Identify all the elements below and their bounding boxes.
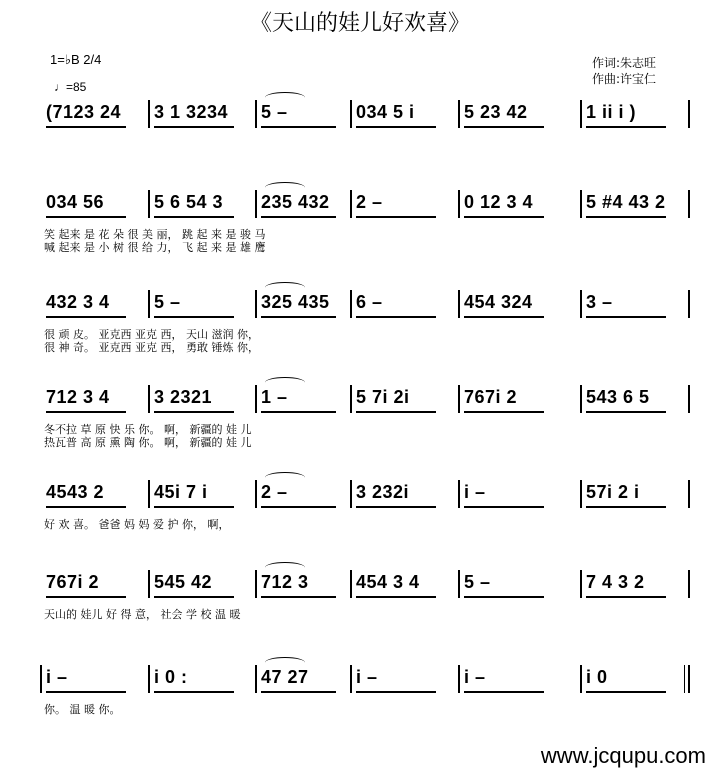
beam-line <box>154 126 234 128</box>
beam-line <box>154 691 234 693</box>
beam-line <box>586 506 666 508</box>
measure-notes: 767i 2 <box>46 572 100 592</box>
beam-line <box>154 506 234 508</box>
composer-credit: 作曲:许宝仁 <box>592 72 657 86</box>
beam-line <box>464 691 544 693</box>
measure-notes: 034 56 <box>46 192 105 212</box>
measure-notes: 3 – <box>586 292 613 312</box>
beam-line <box>46 506 126 508</box>
measure-notes: i – <box>464 667 486 687</box>
beam-line <box>46 596 126 598</box>
beam-line <box>154 596 234 598</box>
measure-notes: 5 – <box>464 572 491 592</box>
beam-line <box>464 126 544 128</box>
lyric-line: 喊 起来 是 小 树 很 给 力， 飞 起 来 是 雄 鹰 <box>44 241 266 254</box>
tempo-marking: ♩=85 <box>54 80 87 94</box>
barline <box>458 190 460 218</box>
measure-notes: 47 27 <box>261 667 309 687</box>
measure-notes: 5 – <box>261 102 288 122</box>
measure-notes: i – <box>46 667 68 687</box>
beam-line <box>586 126 666 128</box>
lyric-line: 很 神 奇。 亚克西 亚克 西， 勇敢 锤炼 你， <box>44 341 259 354</box>
slur <box>265 472 305 483</box>
barline <box>458 665 460 693</box>
score-system <box>0 190 720 290</box>
measure-notes: 0 12 3 4 <box>464 192 534 212</box>
beam-line <box>154 216 234 218</box>
slur <box>265 377 305 388</box>
beam-line <box>261 216 336 218</box>
measure-notes: 5 7i 2i <box>356 387 410 407</box>
beam-line <box>464 596 544 598</box>
barline <box>688 570 690 598</box>
barline <box>580 100 582 128</box>
measure-notes: 767i 2 <box>464 387 518 407</box>
beam-line <box>356 691 436 693</box>
lyric-line: 你。 温 暖 你。 <box>44 703 121 716</box>
beam-line <box>464 411 544 413</box>
slur <box>265 562 305 573</box>
beam-line <box>586 411 666 413</box>
barline <box>580 480 582 508</box>
measure-notes: 3 1 3234 <box>154 102 229 122</box>
beam-line <box>464 506 544 508</box>
lyric-line: 天山的 娃儿 好 得 意， 社会 学 校 温 暖 <box>44 608 241 621</box>
beam-line <box>261 596 336 598</box>
beam-line <box>46 126 126 128</box>
barline <box>255 480 257 508</box>
slur <box>265 657 305 668</box>
measure-notes: 712 3 <box>261 572 309 592</box>
measure-notes: 5 6 54 3 <box>154 192 224 212</box>
lyric-line: 好 欢 喜。 爸爸 妈 妈 爱 护 你， 啊， <box>44 518 230 531</box>
final-barline <box>684 665 685 693</box>
measure-notes: 2 – <box>356 192 383 212</box>
beam-line <box>46 691 126 693</box>
beam-line <box>261 126 336 128</box>
barline <box>350 385 352 413</box>
barline <box>688 290 690 318</box>
score-system <box>0 570 720 670</box>
measure-notes: 45i 7 i <box>154 482 208 502</box>
barline <box>350 480 352 508</box>
lyric-line: 很 顽 皮。 亚克西 亚克 西， 天山 滋润 你， <box>44 328 259 341</box>
key-signature: 1=♭B 2/4 <box>50 52 102 67</box>
barline <box>255 665 257 693</box>
measure-notes: 7 4 3 2 <box>586 572 645 592</box>
barline <box>350 570 352 598</box>
barline <box>255 385 257 413</box>
beam-line <box>586 691 666 693</box>
measure-notes: 3 2321 <box>154 387 213 407</box>
barline <box>458 480 460 508</box>
barline <box>580 290 582 318</box>
beam-line <box>586 596 666 598</box>
measure-notes: 454 3 4 <box>356 572 420 592</box>
song-title: 《天山的娃儿好欢喜》 <box>249 11 470 36</box>
measure-notes: 1 – <box>261 387 288 407</box>
measure-notes: 325 435 <box>261 292 330 312</box>
barline <box>580 665 582 693</box>
measure-notes: i 0 : <box>154 667 188 687</box>
barline <box>255 570 257 598</box>
measure-notes: 3 232i <box>356 482 410 502</box>
barline <box>458 385 460 413</box>
lyric-line: 热瓦普 高 原 熏 陶 你。 啊， 新疆的 娃 儿 <box>44 436 252 449</box>
slur <box>265 182 305 193</box>
beam-line <box>464 216 544 218</box>
barline <box>40 665 42 693</box>
measure-notes: 712 3 4 <box>46 387 110 407</box>
measure-notes: 5 23 42 <box>464 102 528 122</box>
barline <box>350 190 352 218</box>
beam-line <box>261 411 336 413</box>
lyric-line: 笑 起来 是 花 朵 很 美 丽， 跳 起 来 是 骏 马 <box>44 228 266 241</box>
measure-notes: 4543 2 <box>46 482 105 502</box>
barline <box>580 385 582 413</box>
barline <box>458 290 460 318</box>
measure-notes: 5 – <box>154 292 181 312</box>
beam-line <box>46 411 126 413</box>
score-system <box>0 290 720 390</box>
measure-notes: 2 – <box>261 482 288 502</box>
score-system <box>0 100 720 200</box>
measure-notes: (7123 24 <box>46 102 122 122</box>
barline <box>148 290 150 318</box>
beam-line <box>356 506 436 508</box>
beam-line <box>464 316 544 318</box>
barline <box>688 100 690 128</box>
measure-notes: 543 6 5 <box>586 387 650 407</box>
beam-line <box>261 316 336 318</box>
beam-line <box>356 126 436 128</box>
barline <box>148 190 150 218</box>
barline <box>458 570 460 598</box>
measure-notes: 454 324 <box>464 292 533 312</box>
lyricist-credit: 作词:朱志旺 <box>592 56 657 70</box>
measure-notes: 235 432 <box>261 192 330 212</box>
score-system <box>0 385 720 485</box>
barline <box>350 100 352 128</box>
barline <box>255 290 257 318</box>
beam-line <box>356 411 436 413</box>
measure-notes: 432 3 4 <box>46 292 110 312</box>
measure-notes: 545 42 <box>154 572 213 592</box>
barline <box>148 480 150 508</box>
beam-line <box>46 216 126 218</box>
barline <box>255 190 257 218</box>
beam-line <box>154 411 234 413</box>
barline <box>148 665 150 693</box>
lyric-line: 冬不拉 草 原 快 乐 你。 啊， 新疆的 娃 儿 <box>44 423 252 436</box>
barline <box>580 570 582 598</box>
beam-line <box>356 316 436 318</box>
barline <box>350 665 352 693</box>
barline <box>688 385 690 413</box>
measure-notes: i – <box>356 667 378 687</box>
measure-notes: 1 ii i ) <box>586 102 637 122</box>
barline <box>148 570 150 598</box>
beam-line <box>356 596 436 598</box>
barline <box>458 100 460 128</box>
measure-notes: 034 5 i <box>356 102 415 122</box>
beam-line <box>261 506 336 508</box>
barline <box>255 100 257 128</box>
site-watermark: www.jcqupu.com <box>540 743 706 768</box>
beam-line <box>586 316 666 318</box>
barline <box>688 190 690 218</box>
slur <box>265 92 305 103</box>
slur <box>265 282 305 293</box>
barline <box>580 190 582 218</box>
measure-notes: 57i 2 i <box>586 482 640 502</box>
measure-notes: 6 – <box>356 292 383 312</box>
measure-notes: i 0 <box>586 667 608 687</box>
beam-line <box>356 216 436 218</box>
barline <box>148 385 150 413</box>
barline <box>350 290 352 318</box>
measure-notes: 5 #4 43 2 <box>586 192 666 212</box>
beam-line <box>154 316 234 318</box>
barline <box>688 665 690 693</box>
barline <box>688 480 690 508</box>
barline <box>148 100 150 128</box>
beam-line <box>586 216 666 218</box>
score-system <box>0 480 720 580</box>
beam-line <box>46 316 126 318</box>
beam-line <box>261 691 336 693</box>
measure-notes: i – <box>464 482 486 502</box>
